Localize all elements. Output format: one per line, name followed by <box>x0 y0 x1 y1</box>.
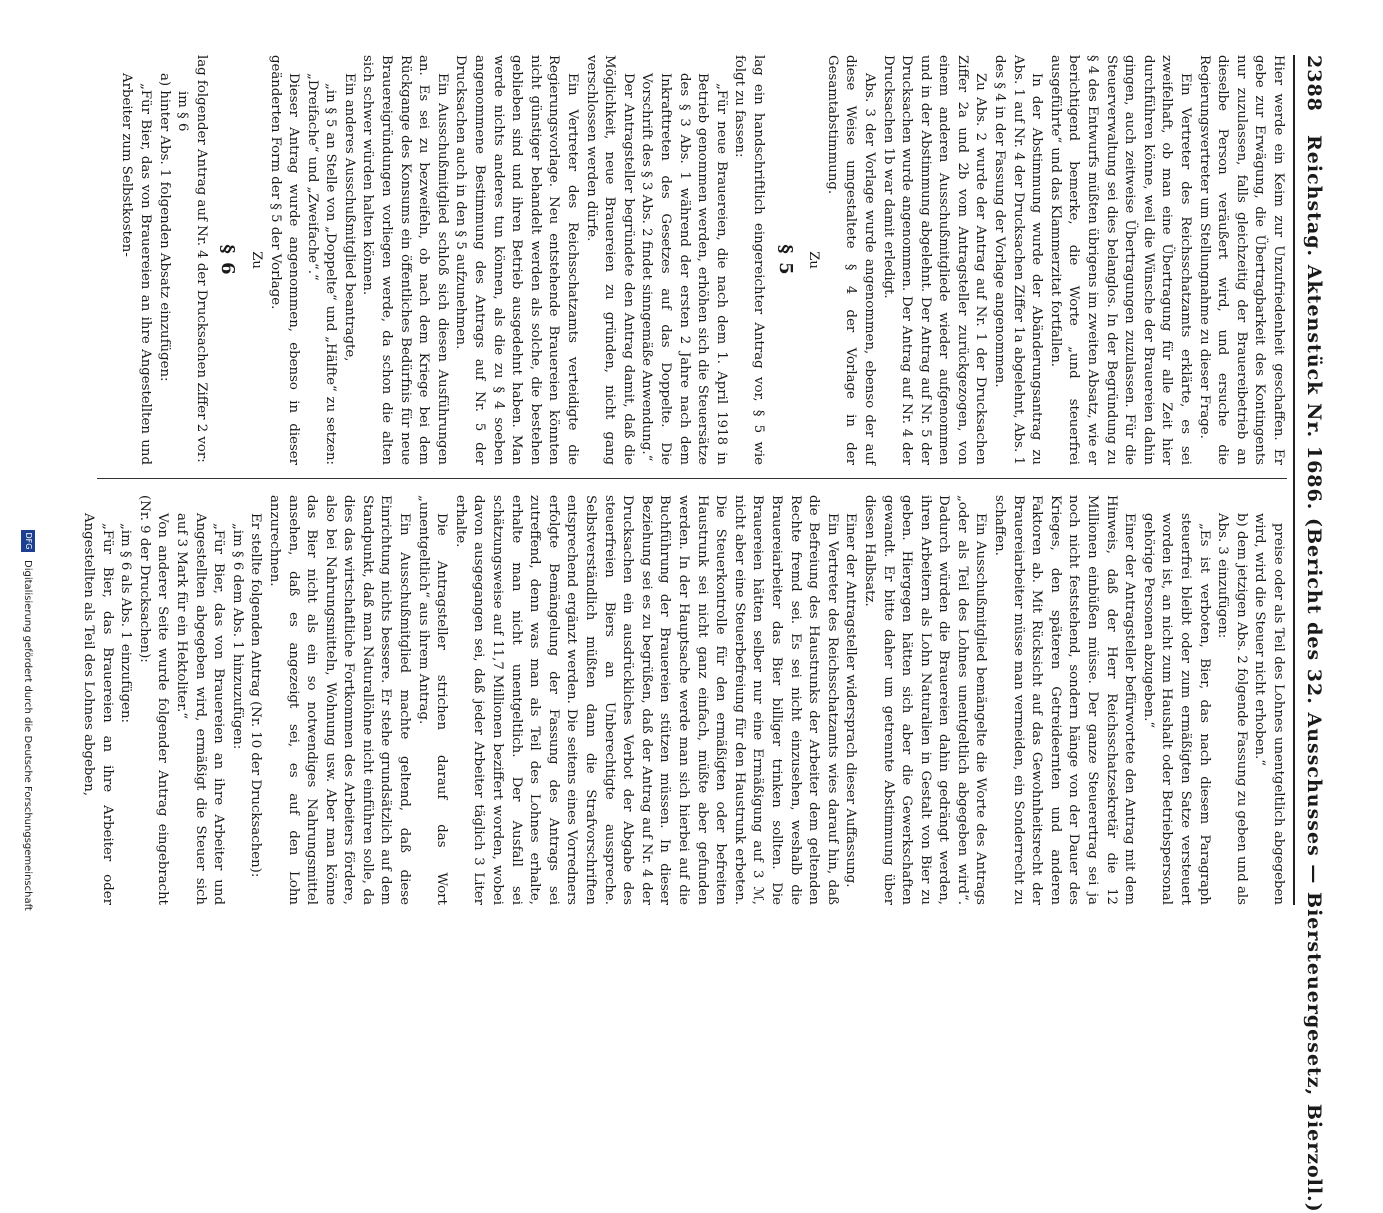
quoted-motion: „im § 6 dem Abs. 1 hinzuzufügen: <box>229 523 245 750</box>
page-header <box>1297 55 1325 1213</box>
paragraph: In der Abstimmung wurde der Abänderungsantrag zu Abs. 1 auf Nr. 4 der Drucksachen Ziffer 1a abgelehnt, Abs. 1 des § 4 in der Fassung der Vorlage angenommen. <box>992 55 1045 465</box>
list-item: im § 6 <box>175 91 191 132</box>
paragraph: Der Antragsteller begründete den Antrag damit, daß die Möglichkeit, neue Brauereien zu gründen, nicht gang verschlossen werden dürfe. <box>583 55 636 465</box>
section-heading-6: § 6 <box>217 244 239 276</box>
column-divider <box>97 478 1287 479</box>
paragraph: Von anderer Seite wurde folgender Antrag eingebracht (Nr. 9 der Drucksachen): <box>136 495 171 905</box>
header-rule <box>1293 55 1295 905</box>
quoted-motion: „Für Bier, das von Brauereien an ihre Angestellten und Arbeiter zum Selbstkosten- <box>119 73 153 465</box>
quoted-motion: „Es ist verboten, Bier, das nach diesem Paragraph steuerfrei bleibt oder zum ermäßigten Satze versteuert worden ist, an nicht zum Haushalt oder Betriebspersonal gehörige Personen abzugeben.“ <box>1140 513 1212 905</box>
quoted-motion: „Für Bier, das von Brauereien an ihre Arbeiter und Angestellten abgegeben wird, ermäßigt die Steuer sich auf 3 Mark für ein Hektoliter.“ <box>173 513 227 905</box>
document-page <box>22 0 1383 1213</box>
paragraph: Ein Vertreter des Reichsschatzamts verteidigte die Regierungsvorlage. Neu entstehende Brauereien könnten nicht günstiger behandelt werden als solche, die bestehen geblieben sind und ihren Betrieb ausgedehnt haben. Man werde nichts anderes tun können, als die zu § 4 soeben angenommene Bestimmung des Antrags auf Nr. 5 der Drucksachen auch in den § 5 aufzunehmen. <box>453 55 581 465</box>
paragraph: Ein Ausschußmitglied schloß sich diesen Ausführungen an. Es sei zu bezweifeln, ob nach dem Kriege bei dem Rückgange des Konsums ein öffentliches Bedürfnis für neue Brauereigründungen vorliegen werde, da schon die alten sich schwer würden halten können. <box>360 55 450 465</box>
paragraph: Ein Vertreter des Reichsschatzamts wies darauf hin, daß die Befreiung des Haustrunks der Arbeiter dem geltenden Rechte fremd sei. Es sei nicht einzusehen, weshalb die Brauereiarbeiter das Bier billiger trinken sollten. Die Brauereien hätten selber nur eine Ermäßigung auf 3 ℳ, nicht aber eine Steuerbefreiung für den Haustrunk erbeten. Die Steuerkontrolle für den ermäßigten oder befreiten Haustrunk sei nicht ganz einfach, müßte aber gefunden werden. In der Hauptsache werde man sich hierbei auf die Buchführung der Brauereien stützen müssen. In dieser Beziehung sei es zu begrüßen, daß der Antrag auf Nr. 4 der Drucksachen ein ausdrückliches Verbot der Abgabe des steuerfreien Biers an Unberechtigte ausspreche. Selbstverständlich müßten dann die Strafvorschriften entsprechend ergänzt werden. Die seitens eines Vorredners erfolgte Bemängelung der Fassung des Antrags sei zutreffend, denn was man als Teil des Lohnes erhalte, erhalte man nicht unentgeltlich. Der Ausfall sei schätzungsweise auf 11,7 Millionen beziffert worden, wobei davon ausgegangen sei, daß jeder Arbeiter täglich 3 Liter erhalte. <box>452 495 840 905</box>
paragraph: Einer der Antragsteller befürwortete den Antrag mit dem Hinweis, daß der Herr Reichsschatzsekretär die 12 Millionen einbüßen müsse. Der ganze Steuerertrag sei ja noch nicht feststehend, sondern hänge von der Dauer des Krieges, den späteren Getreideernten und anderen Faktoren ab. Mit Rücksicht auf das Gewohnheitsrecht der Brauereiarbeiter müsse man vermeiden, ein Sonderrecht zu schaffen. <box>992 495 1138 905</box>
section-heading-5: § 5 <box>774 244 796 276</box>
quoted-motion: „im § 6 als Abs. 1 einzufügen: <box>118 523 134 724</box>
quoted-motion: „Für Bier, das Brauereien an ihre Arbeiter oder Angestellten als Teil des Lohnes abgeben, <box>81 513 115 905</box>
list-item: b) dem jetzigen Abs. 2 folgende Fassung zu geben und als Abs. 3 einzufügen: <box>1215 513 1249 905</box>
quoted-motion: „in § 5 an Stelle von „Doppelte“ und „Hälfte“ zu setzen: „Dreifache“ und „Zweifache“.“ <box>304 73 339 465</box>
paragraph: Ein Ausschußmitglied machte geltend, daß diese Einrichtung nichts bessere. Er stehe grundsätzlich auf dem Standpunkt, daß man Naturallöhne nicht einführen solle, da dies das wirtschaftliche Fortkommen des Arbeiters fördere, also bei Nahrungsmitteln, Wohnung usw. Aber man könne das Bier nicht als ein so notwendiges Nahrungsmittel ansehen, daß es angezeigt sei, es auf den Lohn anzurechnen. <box>266 495 413 905</box>
paragraph: Ein anderes Ausschußmitglied beantragte, <box>341 73 357 362</box>
section-intro: Zu <box>806 251 822 269</box>
paragraph: Die Antragsteller strichen darauf das Wort „unentgeltlich“ aus ihrem Antrag. <box>415 495 450 905</box>
paragraph: Ein Vertreter des Reichsschatzamts erklärte, es sei zweifelhaft, ob man eine Übertragung für alle Zeit hier durchführen könne, weil die Wünsche der Brauereien dahin gingen, auch zeitweise Übertragungen zuzulassen. Für die Steuerverwaltung sei dies belanglos. In der Begründung zu § 4 des Entwurfs müßten übrigens im zweiten Absatz, wie er berichtigend bemerke, die Worte „und steuerfrei ausgeführte“ und das Klammerzitat fortfallen. <box>1047 55 1194 465</box>
dfg-logo: DFG <box>21 530 35 552</box>
quoted-motion: „Für neue Brauereien, die nach dem 1. April 1918 in Betrieb genommen werden, erhöhen sich die Steuersätze des § 3 Abs. 1 während der ersten 2 Jahre nach dem Inkrafttreten des Gesetzes auf das Doppelte. Die Vorschrift des § 3 Abs. 2 findet sinngemäße Anwendung.“ <box>639 73 729 465</box>
paragraph: Dieser Antrag wurde angenommen, ebenso in dieser geänderten Form der § 5 der Vorlage. <box>267 55 302 465</box>
paragraph: Einer der Antragsteller widersprach dieser Auffassung. <box>843 513 859 888</box>
paragraph: Zu Abs. 2 wurde der Antrag auf Nr. 1 der Drucksachen Ziffer 2a und 2b vom Antragsteller zurückgezogen, von einem anderen Ausschußmitgliede wieder aufgenommen und in der Abstimmung abgelehnt. Der Antrag auf Nr. 5 der Drucksachen wurde angenommen. Der Antrag auf Nr. 4 der Drucksachen 1b war damit erledigt. <box>880 55 989 465</box>
paragraph: Hier werde ein Keim zur Unzufriedenheit geschaffen. Er gebe zur Erwägung, die Übertragbarkeit des Kontingents nur zuzulassen, falls gleichzeitig der Brauereibetrieb an dieselbe Person veräußert wird, und ersuche die Regierungsvertreter um Stellungnahme zu dieser Frage. <box>1196 55 1286 465</box>
paragraph: Abs. 3 der Vorlage wurde angenommen, ebenso der auf diese Weise umgestaltete § 4 der Vorlage in der Gesamtabstimmung. <box>824 55 877 465</box>
digitization-note: Digitalisierung gefördert durch die Deutsche Forschungsgemeinschaft <box>22 560 33 911</box>
paragraph: lag ein handschriftlich eingereichter Antrag vor, § 5 wie folgt zu fassen: <box>732 55 766 465</box>
page-number: 2388 <box>1303 55 1325 112</box>
paragraph: Er stellte folgenden Antrag (Nr. 10 der Drucksachen): <box>248 513 264 878</box>
list-item: a) hinter Abs. 1 folgenden Absatz einzufügen: <box>156 73 172 382</box>
paragraph: Ein Ausschußmitglied bemängelte die Worte des Antrags „oder als Teil des Lohnes unentgeltlich abgegeben wird“. Dadurch würden die Brauereien dahin gedrängt werden, ihren Arbeitern als Lohn Naturalien in Gestalt von Bier zu geben. Hiergegen hätten sich aber die Gewerkschaften gewandt. Er bitte daher um getrennte Abstimmung über diesen Halbsatz. <box>861 495 989 905</box>
running-title: Reichstag. Aktenstück Nr. 1686. (Bericht des 32. Ausschusses — Biersteuergesetz, Bierzoll.) <box>1303 135 1325 1213</box>
quoted-motion: preise oder als Teil des Lohnes unentgeltlich abgegeben wird, wird die Steuer nicht erhoben.“ <box>1252 513 1286 905</box>
left-column <box>117 55 1287 465</box>
right-column <box>78 495 1287 905</box>
section-intro: Zu <box>248 251 264 269</box>
paragraph: lag folgender Antrag auf Nr. 4 der Drucksachen Ziffer 2 vor: <box>193 55 209 463</box>
